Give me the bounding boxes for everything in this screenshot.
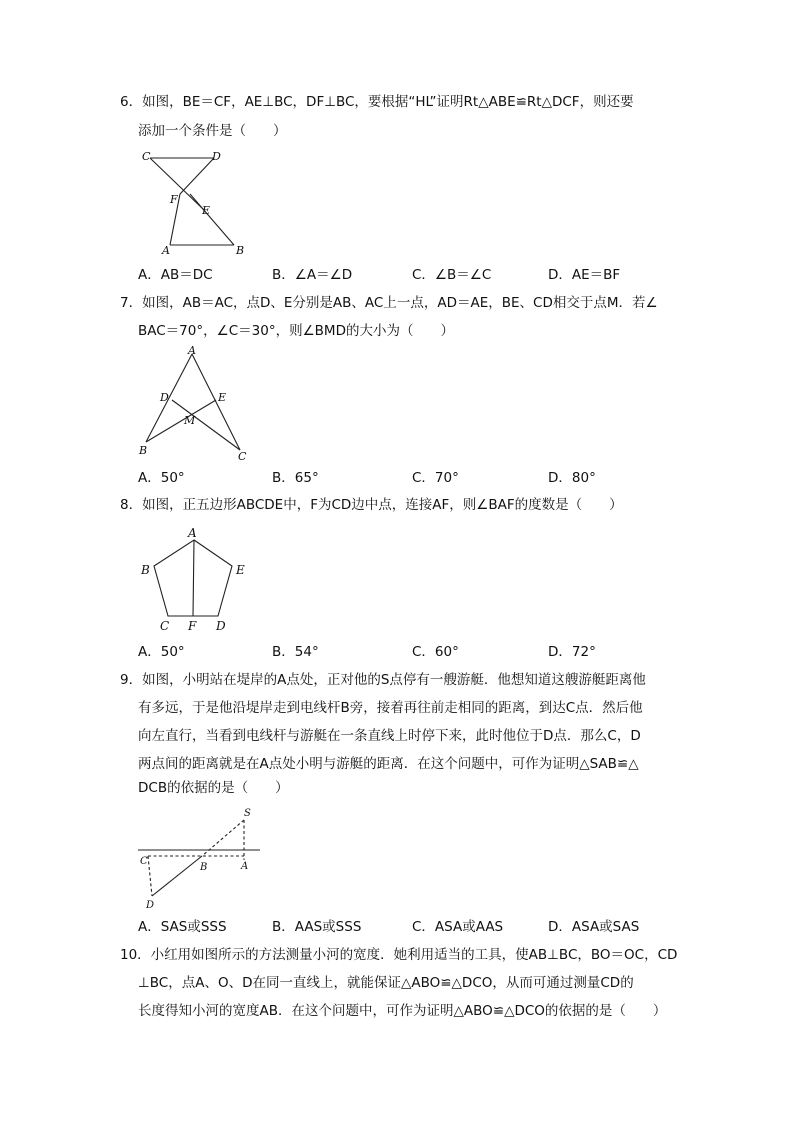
q6-option-b[interactable]: B．∠A＝∠D xyxy=(272,267,353,283)
q7-option-c[interactable]: C．70° xyxy=(412,470,459,486)
q9-label-s: S xyxy=(244,808,251,819)
q7-label-e: E xyxy=(218,391,227,404)
q6-label-f: F xyxy=(170,193,178,206)
q9-label-a: A xyxy=(241,861,249,872)
q8-figure xyxy=(130,524,260,634)
q7-options xyxy=(138,468,698,488)
q6-text-line-1: 6．如图，BE＝CF，AE⊥BC，DF⊥BC，要根据“HL”证明Rt△ABE≌Rt△DCF，则还要 xyxy=(120,94,634,110)
q7-label-d: D xyxy=(160,391,169,404)
q10-text-line-2: ⊥BC，点A、O、D在同一直线上，就能保证△ABO≌△DCO，从而可通过测量CD的 xyxy=(138,975,634,991)
q7-label-m: M xyxy=(184,414,196,427)
q9-option-d[interactable]: D．ASA或SAS xyxy=(548,919,640,935)
q10-text-line-3: 长度得知小河的宽度AB．在这个问题中，可作为证明△ABO≌△DCO的依据的是（ ） xyxy=(138,1003,667,1019)
q9-label-b: B xyxy=(200,862,208,873)
q6-option-d[interactable]: D．AE＝BF xyxy=(548,267,621,283)
q6-option-c[interactable]: C．∠B＝∠C xyxy=(412,267,492,283)
q9-label-d: D xyxy=(146,900,155,911)
q7-label-b: B xyxy=(139,444,148,457)
q7-option-d[interactable]: D．80° xyxy=(548,470,596,486)
q6-options xyxy=(138,265,698,285)
q7-option-b[interactable]: B．65° xyxy=(272,470,319,486)
q9-text-line-4: 两点间的距离就是在A点处小明与游艇的距离．在这个问题中，可作为证明△SAB≌△ xyxy=(138,756,639,772)
q9-figure xyxy=(130,800,270,912)
q8-text-line-1: 8．如图，正五边形ABCDE中，F为CD边中点，连接AF，则∠BAF的度数是（ ） xyxy=(120,497,623,513)
q8-label-d: D xyxy=(216,619,226,633)
q9-options xyxy=(138,917,698,937)
q7-text-line-2: BAC＝70°，∠C＝30°，则∠BMD的大小为（ ） xyxy=(138,323,454,339)
q6-label-b: B xyxy=(236,244,245,257)
q9-text-line-5: DCB的依据的是（ ） xyxy=(138,780,289,796)
q8-option-d[interactable]: D．72° xyxy=(548,644,596,660)
q7-text-line-1: 7．如图，AB＝AC，点D、E分别是AB、AC上一点，AD＝AE，BE、CD相交于点M．若∠ xyxy=(120,295,658,311)
q8-label-b: B xyxy=(141,563,150,577)
q6-figure xyxy=(130,148,260,260)
q7-option-a[interactable]: A．50° xyxy=(138,470,185,486)
q6-option-a[interactable]: A．AB＝DC xyxy=(138,267,213,283)
q9-text-line-1: 9．如图，小明站在堤岸的A点处，正对他的S点停有一艘游艇．他想知道这艘游艇距离他 xyxy=(120,672,646,688)
q10-text-line-1: 10．小红用如图所示的方法测量小河的宽度．她利用适当的工具，使AB⊥BC，BO＝OC，CD xyxy=(120,947,678,963)
q6-label-c: C xyxy=(142,150,151,163)
q7-label-c: C xyxy=(238,450,247,463)
q9-label-c: C xyxy=(140,856,148,867)
q8-option-c[interactable]: C．60° xyxy=(412,644,459,660)
q6-label-d: D xyxy=(212,150,221,163)
q8-option-b[interactable]: B．54° xyxy=(272,644,319,660)
q9-text-line-2: 有多远，于是他沿堤岸走到电线杆B旁，接着再往前走相同的距离，到达C点．然后他 xyxy=(138,700,643,716)
q6-label-a: A xyxy=(162,244,170,257)
q8-label-e: E xyxy=(236,563,245,577)
q8-option-a[interactable]: A．50° xyxy=(138,644,185,660)
q6-text-line-2: 添加一个条件是（ ） xyxy=(138,123,287,139)
q7-label-a: A xyxy=(188,344,196,357)
q8-options xyxy=(138,642,698,662)
q9-text-line-3: 向左直行，当看到电线杆与游艇在一条直线上时停下来，此时他位于D点．那么C，D xyxy=(138,728,641,744)
q9-option-a[interactable]: A．SAS或SSS xyxy=(138,919,227,935)
q7-figure xyxy=(130,346,260,461)
q8-label-f: F xyxy=(188,619,197,633)
q6-label-e: E xyxy=(202,204,211,217)
q9-option-c[interactable]: C．ASA或AAS xyxy=(412,919,504,935)
q8-label-c: C xyxy=(160,619,170,633)
q8-label-a: A xyxy=(188,526,197,540)
q9-option-b[interactable]: B．AAS或SSS xyxy=(272,919,362,935)
